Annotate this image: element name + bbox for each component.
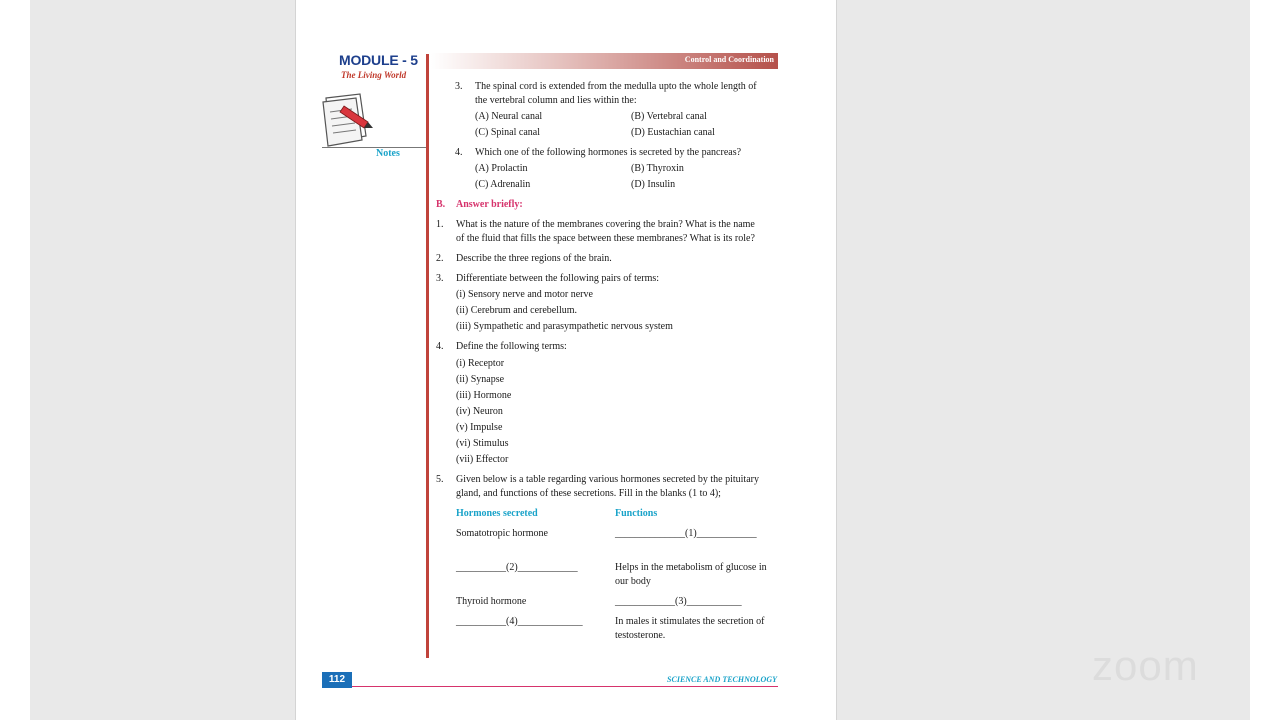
chapter-title: Control and Coordination <box>684 55 774 64</box>
notes-label: Notes <box>376 148 400 159</box>
question-number: 2. <box>436 253 444 264</box>
table-cell: testosterone. <box>615 630 666 641</box>
mcq-question-line: The spinal cord is extended from the medulla upto the whole length of <box>475 81 757 92</box>
page-number: 112 <box>322 672 352 688</box>
question-number: 3. <box>436 273 444 284</box>
section-title: Answer briefly: <box>456 199 523 210</box>
right-gray-panel <box>837 0 1250 720</box>
sub-item: (vi) Stimulus <box>456 438 509 449</box>
notepad-pencil-icon <box>320 92 378 148</box>
table-header: Functions <box>615 508 658 519</box>
question-text: Define the following terms: <box>456 341 567 352</box>
sub-item: (ii) Synapse <box>456 374 505 385</box>
mcq-question-line: the vertebral column and lies within the: <box>475 95 637 106</box>
table-cell: __________(4)_____________ <box>456 616 583 627</box>
sub-item: (i) Receptor <box>456 358 505 369</box>
question-line: Given below is a table regarding various hormones secreted by the pituitary <box>456 474 759 485</box>
right-margin <box>1250 0 1280 720</box>
mcq-number: 3. <box>455 81 463 92</box>
table-cell: ____________(3)___________ <box>615 596 742 607</box>
sub-item: (iii) Sympathetic and parasympathetic nervous system <box>456 321 673 332</box>
table-cell: Helps in the metabolism of glucose in <box>615 562 767 573</box>
table-cell: Thyroid hormone <box>456 596 527 607</box>
section-label: B. <box>436 199 446 210</box>
module-title: MODULE - 5 <box>339 52 418 68</box>
sub-item: (ii) Cerebrum and cerebellum. <box>456 305 578 316</box>
left-gray-panel <box>30 0 295 720</box>
mcq-number: 4. <box>455 147 463 158</box>
table-cell: __________(2)____________ <box>456 562 578 573</box>
question-text: Describe the three regions of the brain. <box>456 253 612 264</box>
question-line: of the fluid that fills the space between these membranes? What is its role? <box>456 233 755 244</box>
question-number: 1. <box>436 219 444 230</box>
chapter-header-bar <box>431 53 778 69</box>
mcq-option: (C) Adrenalin <box>475 179 531 190</box>
table-cell: In males it stimulates the secretion of <box>615 616 765 627</box>
question-number: 4. <box>436 341 444 352</box>
book-title: SCIENCE AND TECHNOLOGY <box>667 675 777 684</box>
mcq-option: (B) Thyroxin <box>631 163 684 174</box>
left-margin <box>0 0 30 720</box>
zoom-watermark: zoom <box>1092 642 1199 689</box>
table-cell: our body <box>615 576 651 587</box>
question-text: Differentiate between the following pairs of terms: <box>456 273 660 284</box>
module-subtitle: The Living World <box>341 70 407 80</box>
question-number: 5. <box>436 474 444 485</box>
mcq-option: (D) Insulin <box>631 179 676 190</box>
question-line: gland, and functions of these secretions. Fill in the blanks (1 to 4); <box>456 488 721 499</box>
footer-rule <box>352 686 778 687</box>
sub-item: (vii) Effector <box>456 454 509 465</box>
mcq-question-line: Which one of the following hormones is secreted by the pancreas? <box>475 147 742 158</box>
mcq-option: (A) Neural canal <box>475 111 543 122</box>
table-cell: Somatotropic hormone <box>456 528 548 539</box>
question-line: What is the nature of the membranes covering the brain? What is the name <box>456 219 755 230</box>
sub-item: (iv) Neuron <box>456 406 503 417</box>
mcq-option: (C) Spinal canal <box>475 127 540 138</box>
mcq-option: (A) Prolactin <box>475 163 528 174</box>
sub-item: (v) Impulse <box>456 422 503 433</box>
table-header: Hormones secreted <box>456 508 538 519</box>
notes-divider <box>322 147 426 148</box>
sub-item: (iii) Hormone <box>456 390 512 401</box>
mcq-option: (D) Eustachian canal <box>631 127 715 138</box>
sub-item: (i) Sensory nerve and motor nerve <box>456 289 593 300</box>
mcq-option: (B) Vertebral canal <box>631 111 707 122</box>
margin-rule <box>426 54 429 658</box>
table-cell: ______________(1)____________ <box>615 528 757 539</box>
